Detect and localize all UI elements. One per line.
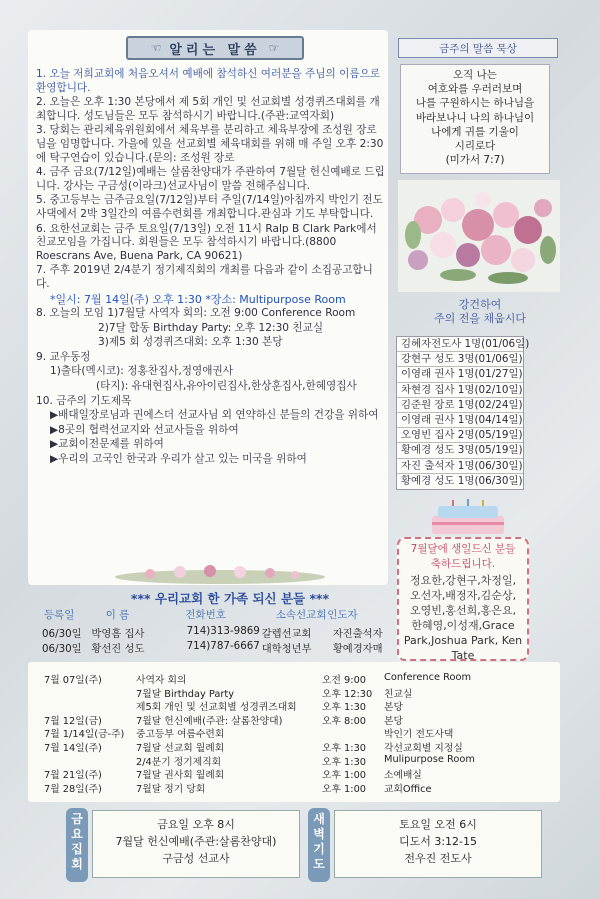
list-item: 오영빈 집사 2명(05/19일): [397, 428, 523, 443]
table-header: [44, 607, 394, 622]
announcement-subitem: (타지): 유대현집사,유아이린집사,한상훈집사,한혜영집사: [96, 380, 357, 393]
announcement-item: 7. 주후 2019년 2/4분기 정기제직회의 개최를 다음과 같이 소집공고합니다.: [36, 264, 373, 290]
verse-line: 여호와를 우러러보며: [427, 83, 523, 96]
prayer-topic: ▶우리의 고국인 한국과 우리가 살고 있는 미국을 위하여: [50, 453, 307, 466]
announcement-subitem: 2)7달 합동 Birthday Party: 오후 12:30 친교실: [98, 321, 324, 334]
announcement-subitem: 1)출타(멕시코): 정홍찬집사,정영애권사: [50, 365, 233, 378]
schedule-event: 7월달 정기 당회: [136, 783, 206, 795]
schedule-loc: Mulipurpose Room: [384, 753, 475, 765]
schedule-date: 7월 1/14일(금-주): [44, 729, 125, 741]
list-item: 이영래 권사 1명(01/27일): [397, 367, 523, 382]
birthday-title: 축하드립니다.: [430, 558, 496, 570]
friday-line: 금요일 오후 8시: [157, 818, 235, 831]
announcement-item: 8. 오늘의 모임 1)7월달 사역자 회의: 오전 9:00 Conference Room: [36, 307, 356, 320]
column-header: 전화번호: [185, 609, 226, 621]
column-header: 이 름: [105, 609, 130, 621]
verse-box: [400, 64, 550, 174]
schedule-event: 7월달 선교회 월례회: [136, 743, 225, 754]
pointing-hand-right-icon: ☞: [268, 41, 280, 55]
announcements-panel: [28, 30, 388, 585]
list-item: 자진 출석자 1명(06/30일): [397, 459, 523, 474]
schedule-event: 7월달 헌신예배(주관: 살롬찬양대): [136, 715, 283, 727]
list-item: 김혜자전도사 1명(01/06일): [397, 337, 523, 352]
verse-title: 금주의 말씀 묵상: [398, 38, 558, 58]
schedule-loc: 각선교회별 지정실: [384, 743, 463, 754]
list-item: 강현구 성도 3명(01/06일): [397, 352, 523, 367]
dawn-line: 전우진 전도사: [404, 852, 472, 865]
schedule-time: 오전 9:00: [322, 675, 367, 686]
birthday-names: Park,Joshua Park, Ken: [403, 634, 523, 647]
announcement-item: 2. 오늘은 오후 1:30 본당에서 제 5회 개인 및 선교회별 성경퀴즈대회를 개최합니다. 성도님들은 모두 참석하시기 바랍니다.(주관:교역자회): [36, 96, 380, 122]
schedule-time: 오후 1:30: [322, 743, 367, 754]
prayer-topic: ▶8곳의 협력선교지와 선교사들을 위하여: [50, 423, 239, 436]
announcement-item: 9. 교우동정: [36, 350, 91, 363]
announcement-subitem: 3)제5 회 성경퀴즈대회: 오후 1:30 본당: [98, 336, 283, 349]
schedule-event: 7월달 권사회 월례회: [136, 770, 225, 782]
dawn-prayer-box: [334, 810, 542, 878]
list-item: 김준원 장로 1명(02/24일): [397, 398, 523, 413]
schedule-event: 2/4분기 정기제직회: [136, 756, 222, 768]
friday-service-box: [92, 810, 300, 878]
birthday-names: 오선자,배정자,김순상,: [409, 589, 517, 602]
dawn-prayer-label: 새 벽 기 도: [308, 808, 330, 882]
schedule-time: 오후 12:30: [322, 688, 373, 700]
prayer-topic: ▶배대일장로님과 권에스더 선교사님 외 연약하신 분들의 건강을 위하여: [50, 409, 379, 422]
section-title: 알리는 말씀: [169, 42, 261, 58]
list-item: 이영래 권사 1명(04/14일): [397, 413, 523, 428]
friday-line: 구금성 선교사: [162, 852, 230, 865]
friday-service-label: 금 요 집 회: [66, 808, 88, 882]
new-family-title: *** 우리교회 한 가족 되신 분들 ***: [130, 591, 330, 606]
schedule-event: 사역자 회의: [136, 675, 187, 686]
meeting-info: *일시: 7월 14일(주) 오후 1:30 *장소: Multipurpose Room: [50, 292, 346, 306]
new-family-section: [30, 563, 390, 663]
announcement-item: 3. 당회는 관리체육위원회에서 체육부를 분리하고 체육부장에 조성원 장로님을 임명합니다. 가을에 있을 선교회별 체육대회를 위해 매 주일 오후 2:30에 탁구연습이 있습니다.(문의: 조성원 장로: [36, 124, 384, 164]
schedule-date: 7월 21일(주): [44, 770, 102, 782]
table-row: 06/30일 황선진 성도 714)787-6667 대학청년부 황예경자매: [42, 640, 383, 655]
schedule-time: 오후 1:30: [322, 702, 367, 714]
column-header: 인도자: [327, 609, 358, 621]
dawn-line: 디도서 3:12-15: [398, 835, 478, 848]
list-item: 차현경 집사 1명(02/10일): [397, 383, 523, 398]
list-item: 황예경 성도 1명(06/30일): [401, 474, 523, 487]
birthday-names: Tate: [451, 649, 475, 662]
attendance-title: 강건하여 주의 전을 채웁시다: [433, 298, 526, 325]
birthday-names: 오영빈,홍선희,홍은요,: [409, 604, 517, 617]
prayer-topic: ▶교회이전문제를 위하여: [50, 438, 164, 451]
list-item: 황예경 성도 3명(05/19일): [397, 443, 523, 458]
schedule-date: 7월 14일(주): [44, 743, 102, 754]
schedule-event: 중고등부 여름수련회: [136, 729, 225, 741]
flower-bouquet-image: [398, 180, 560, 292]
schedule-loc: Conference Room: [384, 672, 471, 683]
birthday-title: 7월달에 생일드신 분들: [410, 543, 516, 555]
verse-line: 나를 구원하시는 하나님을: [415, 97, 535, 110]
announcement-item: 5. 중고등부는 금주금요일(7/12일)부터 주일(7/14일)아침까지 박인기 전도사댁에서 2박 3일간의 여름수련회를 개최합니다.관심과 기도 부탁합니다.: [36, 194, 383, 220]
schedule-loc: 소예배실: [384, 770, 422, 782]
schedule-event: 제5회 개인 및 선교회별 성경퀴즈대회: [136, 702, 297, 714]
schedule-loc: 본당: [384, 715, 403, 727]
announcement-item: 6. 요한선교회는 금주 토요일(7/13일) 오전 11시 Ralp B Clark Park에서 친교모임을 가집니다. 회원들은 모두 참석하시기 바랍니다.(8800 Roescrans Ave, Buena Park, CA 90621): [36, 222, 377, 262]
birthday-box: [397, 537, 529, 661]
verse-line: 나에게 귀를 기울이: [431, 125, 519, 138]
announcement-item: 1. 오늘 저희교회에 처음오셔서 예배에 참석하신 여러분을 주님의 이름으로 환영합니다.: [36, 68, 381, 94]
section-title-box: [126, 36, 304, 60]
friday-line: 7월달 헌신예배(주관:살롬찬양대): [115, 835, 277, 848]
pointing-hand-left-icon: ☜: [150, 41, 162, 55]
schedule-date: 7월 28일(주): [44, 783, 102, 795]
schedule-date: 7월 12일(금): [44, 715, 102, 727]
schedule-time: 오후 1:00: [322, 783, 367, 795]
attendance-list: [396, 336, 530, 490]
verse-reference: (미가서 7:7): [445, 154, 505, 167]
schedule-loc: 교회Office: [384, 783, 432, 795]
schedule-event: 7월달 Birthday Party: [136, 688, 235, 700]
birthday-names: 정요한,강현구,차정일,: [409, 574, 517, 587]
verse-line: 오직 나는: [453, 69, 497, 81]
announcement-list: [36, 68, 386, 468]
column-header: 소속선교회: [275, 609, 327, 621]
verse-line: 시리로다: [454, 140, 496, 153]
schedule-loc: 본당: [384, 702, 403, 714]
schedule-loc: 친교실: [384, 688, 413, 700]
column-header: 등록일: [44, 609, 75, 621]
birthday-names: 한혜영,이성재,Grace: [411, 619, 515, 632]
flower-garland-decoration: [110, 563, 330, 585]
dawn-line: 토요일 오전 6시: [399, 818, 477, 831]
schedule-time: 오후 1:30: [322, 756, 367, 768]
verse-line: 바라보나니 나의 하나님이: [415, 111, 535, 124]
schedule-time: 오후 8:00: [322, 715, 367, 727]
announcement-item: 4. 금주 금요(7/12일)예배는 살롬찬양대가 주관하여 7월달 헌신예배로 드립니다. 강사는 구금성(이라크)선교사님이 말씀 전해주십니다.: [36, 166, 385, 192]
schedule-date: 7월 07일(주): [44, 675, 102, 686]
birthday-cake-icon: [418, 498, 518, 536]
announcement-item: 10. 금주의 기도제목: [36, 394, 132, 407]
table-row: 06/30일 박영흠 집사 714)313-9869 갈렙선교회 자진출석자: [42, 625, 383, 640]
schedule-loc: 박인기 전도사댁: [384, 729, 454, 741]
schedule-time: 오후 1:00: [322, 770, 367, 782]
